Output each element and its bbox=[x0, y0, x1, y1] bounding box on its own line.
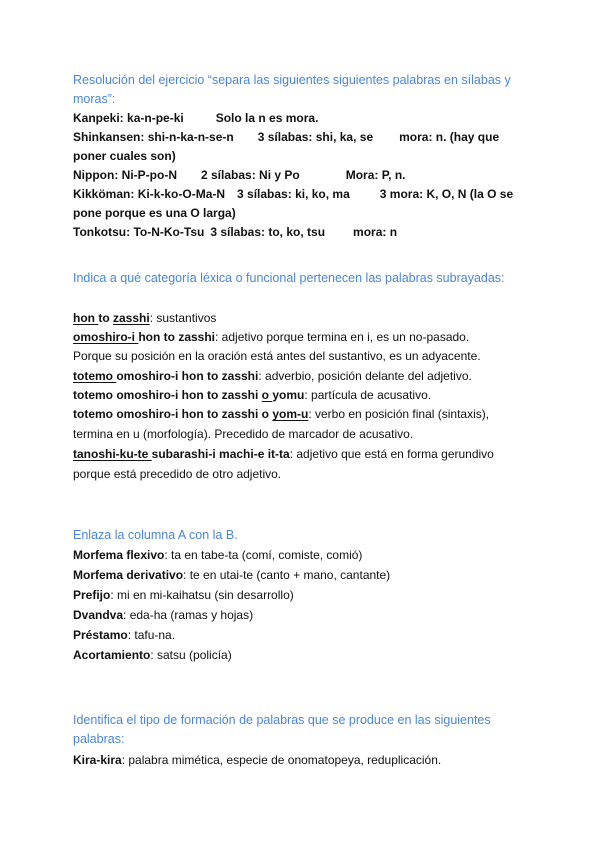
split: To-N-Ko-Tsu bbox=[133, 225, 205, 239]
text: : adjetivo que está en forma gerundivo bbox=[289, 447, 494, 461]
line-2 bbox=[73, 328, 543, 347]
text: omoshiro-i hon to zasshi bbox=[116, 369, 259, 383]
term: Nippon: bbox=[73, 168, 119, 182]
syllable-note: 3 sílabas: ki, ko, ma bbox=[237, 187, 350, 201]
item-label: Prefijo bbox=[73, 588, 111, 602]
text: subarashi-i machi-e it-ta bbox=[151, 447, 290, 461]
text: totemo omoshiro-i hon to zasshi o bbox=[73, 407, 273, 421]
item-label: Morfema flexivo bbox=[73, 548, 165, 562]
row-kikkoman bbox=[73, 185, 543, 204]
item-label: Kira-kira bbox=[73, 753, 122, 767]
item-label: Acortamiento bbox=[73, 648, 151, 662]
underlined-word: o bbox=[261, 388, 273, 402]
line-9: porque está precedido de otro adjetivo. bbox=[73, 467, 282, 481]
item-text: : mi en mi-kaihatsu (sin desarrollo) bbox=[110, 588, 294, 602]
line-1 bbox=[73, 309, 543, 328]
line-7: termina en u (morfología). Precedido de marcador de acusativo. bbox=[73, 427, 414, 441]
split: shi-n-ka-n-se-n bbox=[147, 130, 234, 144]
item-text: : satsu (policía) bbox=[150, 648, 232, 662]
row-tonkotsu bbox=[73, 223, 543, 242]
item-text: : ta en tabe-ta (comí, comiste, comió) bbox=[164, 548, 363, 562]
text: : verbo en posición final (sintaxis), bbox=[308, 407, 490, 421]
term: Tonkotsu: bbox=[73, 225, 131, 239]
item-label: Morfema derivativo bbox=[73, 568, 184, 582]
text: hon to zasshi bbox=[138, 330, 216, 344]
line-6 bbox=[73, 405, 543, 424]
mora-note: 3 mora: K, O, N (la O se bbox=[379, 187, 514, 201]
item-text: : palabra mimética, especie de onomatopeya, reduplicación. bbox=[121, 753, 442, 767]
underlined-word: tanoshi-ku-te bbox=[73, 447, 152, 461]
row-shinkansen-cont: poner cuales son) bbox=[73, 149, 176, 163]
row-kikkoman-cont: pone porque es una O larga) bbox=[73, 206, 236, 220]
section-2-heading: Indica a qué categoría léxica o funcional pertenecen las palabras subrayadas: bbox=[73, 271, 505, 285]
list-item bbox=[73, 566, 543, 585]
item-label: Préstamo bbox=[73, 628, 128, 642]
underlined-word: yom-u bbox=[272, 407, 309, 421]
list-item bbox=[73, 606, 543, 625]
row-nippon bbox=[73, 166, 543, 185]
section-3-heading: Enlaza la columna A con la B. bbox=[73, 528, 238, 542]
line-4 bbox=[73, 367, 543, 386]
line-3: Porque su posición en la oración está antes del sustantivo, es un adyacente. bbox=[73, 349, 481, 363]
mora-note: Solo la n es mora. bbox=[215, 111, 319, 125]
text: : adjetivo porque termina en i, es un no-pasado. bbox=[215, 330, 470, 344]
list-item bbox=[73, 646, 543, 665]
item-text: : te en utai-te (canto + mano, cantante) bbox=[183, 568, 391, 582]
text: to bbox=[98, 311, 113, 325]
text: : adverbio, posición delante del adjetivo. bbox=[258, 369, 472, 383]
section-1-heading: Resolución del ejercicio “separa las siguientes siguientes palabras en sílabas y moras”: bbox=[73, 73, 511, 106]
split: ka-n-pe-ki bbox=[127, 111, 184, 125]
split: Ni-P-po-N bbox=[121, 168, 177, 182]
item-text: : eda-ha (ramas y hojas) bbox=[123, 608, 254, 622]
term: Kanpeki: bbox=[73, 111, 124, 125]
text: yomu bbox=[272, 388, 305, 402]
list-item bbox=[73, 751, 543, 770]
text: : partícula de acusativo. bbox=[304, 388, 432, 402]
list-item bbox=[73, 546, 543, 565]
item-label: Dvandva bbox=[73, 608, 124, 622]
split: Ki-k-ko-O-Ma-N bbox=[137, 187, 226, 201]
text: : sustantivos bbox=[149, 311, 217, 325]
syllable-note: 3 sílabas: to, ko, tsu bbox=[210, 225, 326, 239]
line-5 bbox=[73, 386, 543, 405]
mora-note: mora: n. (hay que bbox=[399, 130, 500, 144]
list-item bbox=[73, 626, 543, 645]
mora-note: mora: n bbox=[353, 225, 398, 239]
list-item bbox=[73, 586, 543, 605]
term: Kikköman: bbox=[73, 187, 135, 201]
underlined-word: totemo bbox=[73, 369, 117, 383]
row-shinkansen bbox=[73, 128, 543, 147]
line-8 bbox=[73, 445, 543, 464]
mora-note: Mora: P, n. bbox=[345, 168, 406, 182]
term: Shinkansen: bbox=[73, 130, 145, 144]
text: totemo omoshiro-i hon to zasshi bbox=[73, 388, 262, 402]
row-kanpeki bbox=[73, 109, 543, 128]
underlined-word: omoshiro-i bbox=[73, 330, 139, 344]
syllable-note: 2 sílabas: Ni y Po bbox=[201, 168, 300, 182]
section-4-heading: Identifica el tipo de formación de palabras que se produce en las siguientes palabras: bbox=[73, 713, 491, 746]
underlined-word: zasshi bbox=[113, 311, 150, 325]
syllable-note: 3 sílabas: shi, ka, se bbox=[257, 130, 374, 144]
item-text: : tafu-na. bbox=[127, 628, 176, 642]
underlined-word: hon bbox=[73, 311, 99, 325]
